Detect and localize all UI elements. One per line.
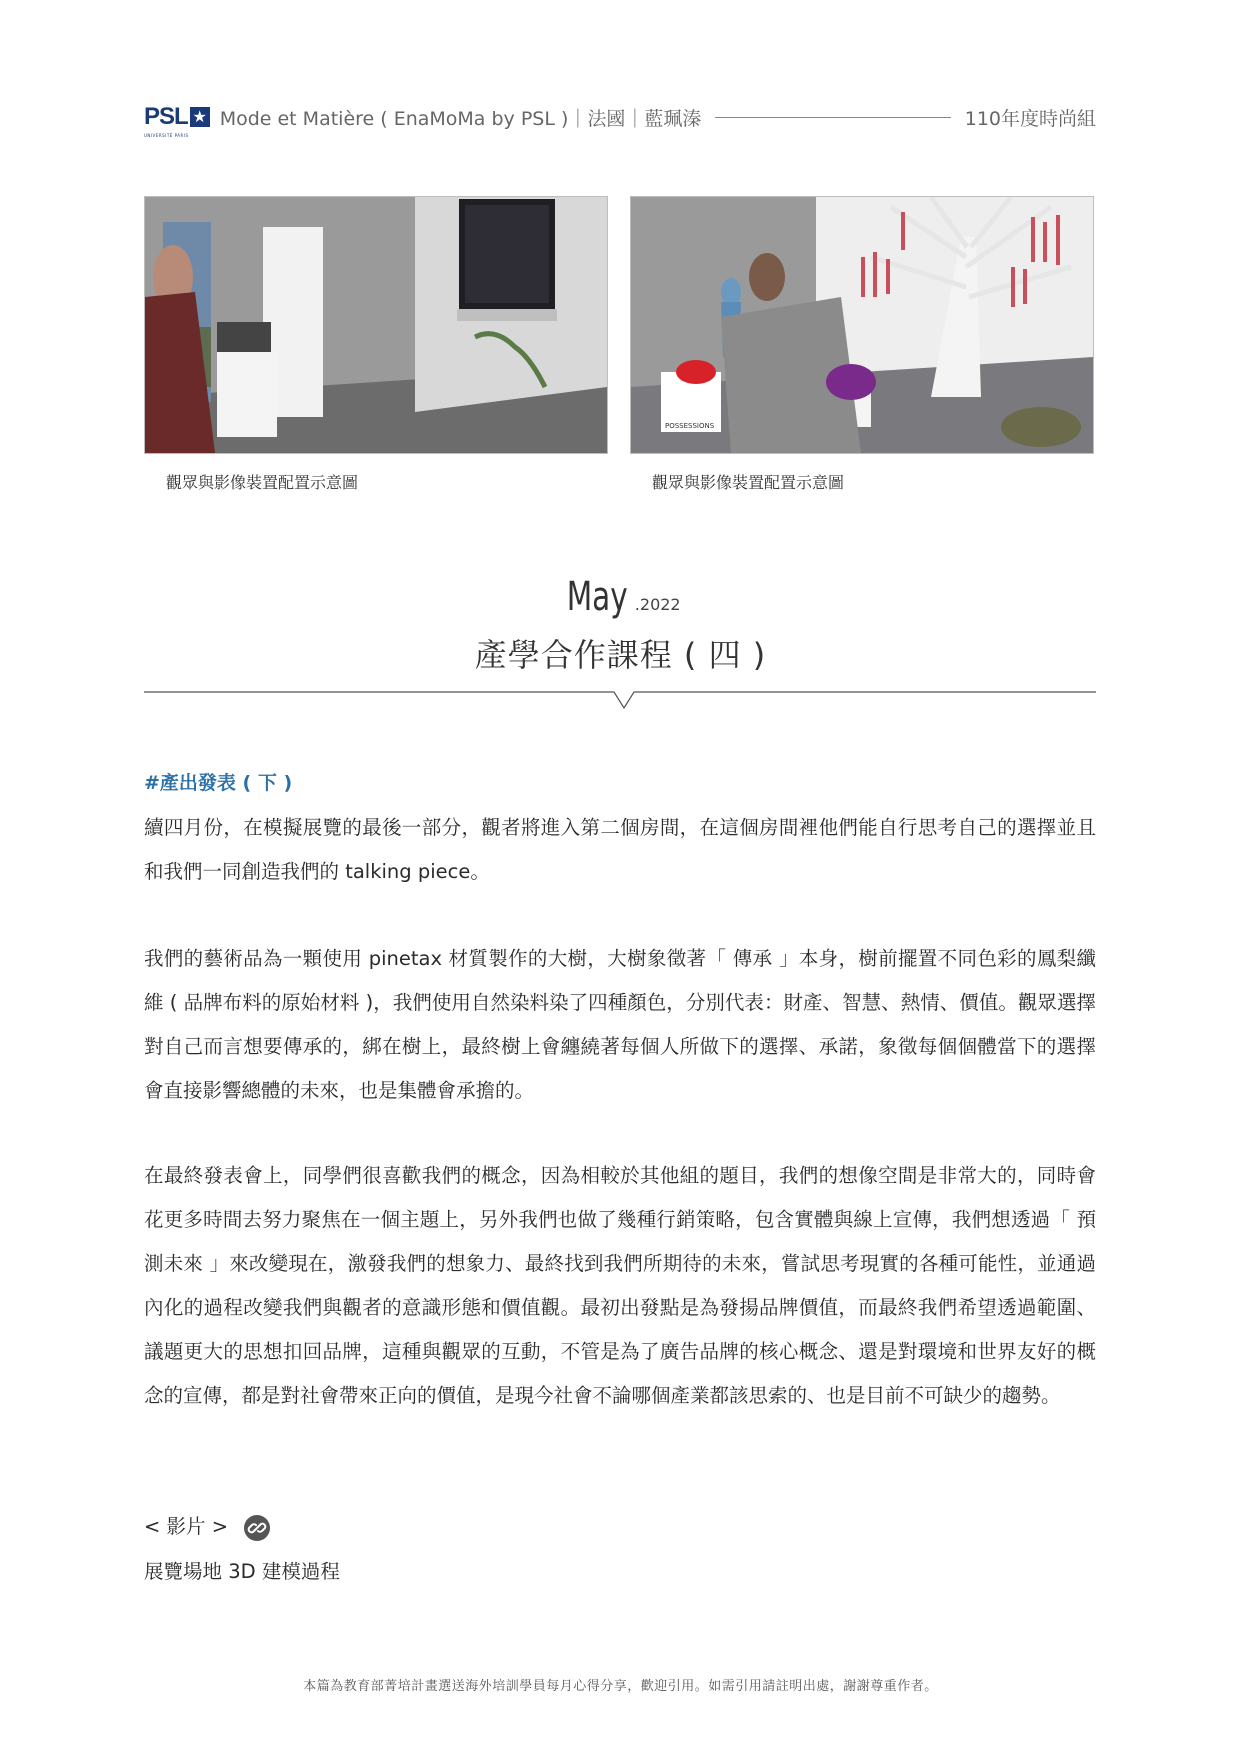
year-label: .2022	[634, 595, 681, 614]
date-heading	[0, 574, 1241, 620]
exhibit-render-image-1	[144, 196, 608, 454]
room-render-illustration	[145, 197, 607, 453]
month-label: May	[567, 574, 629, 620]
exhibit-render-image-2	[630, 196, 1094, 454]
paragraph-1: 續四月份，在模擬展覽的最後一部分，觀者將進入第二個房間，在這個房間裡他們能自行思考自己的選擇並且和我們一同創造我們的 talking piece。	[144, 816, 1096, 883]
video-description: 展覽場地 3D 建模過程	[144, 1560, 340, 1583]
page-title: 產學合作課程 ( 四 )	[474, 636, 767, 674]
video-row	[144, 1510, 270, 1544]
page-header	[144, 100, 1096, 138]
page-footer: 本篇為教育部菁培計畫選送海外培訓學員每月心得分享，歡迎引用。如需引用請註明出處，謝謝尊重作者。	[303, 1679, 938, 1694]
image-2-caption: 觀眾與影像裝置配置示意圖	[652, 473, 845, 492]
paragraph-3: 在最終發表會上，同學們很喜歡我們的概念，因為相較於其他組的題目，我們的想像空間是非常大的，同時會花更多時間去努力聚焦在一個主題上，另外我們也做了幾種行銷策略，包含實體與線上宣傳，我們想透過「 預測未來 」來改變現在，激發我們的想象力、最終找到我們所期待的未來，嘗試思考現實的各種可能性，並通過內化的過程改變我們與觀者的意識形態和價值觀。最初出發點是為發揚品牌價值，而最終我們希望透過範圍、議題更大的思想扣回品牌，這種與觀眾的互動，不管是為了廣告品牌的核心概念、還是對環境和世界友好的概念的宣傳，都是對社會帶來正向的價值，是現今社會不論哪個產業都該思索的、也是目前不可缺少的趨勢。	[144, 1164, 1096, 1407]
paragraph-2: 我們的藝術品為一顆使用 pinetax 材質製作的大樹，大樹象徵著「 傳承 」本身，樹前擺置不同色彩的鳳梨纖維 ( 品牌布料的原始材料 )，我們使用自然染料染了四種顏色，分別代表：財產、智慧、熱情、價值。觀眾選擇對自己而言想要傳承的，綁在樹上，最終樹上會纏繞著每個人所做下的選擇、承諾，象徵每個個體當下的選擇會直接影響總體的未來，也是集體會承擔的。	[144, 947, 1096, 1102]
video-label: < 影片 >	[144, 1515, 229, 1538]
logo-subtext: UNIVERSITÉ PARIS	[144, 133, 189, 138]
star-icon: ★	[190, 107, 210, 127]
title-divider	[144, 688, 1096, 712]
logo-text: PSL	[144, 103, 188, 130]
tree-render-illustration	[631, 197, 1093, 453]
header-title: Mode et Matière ( EnaMoMa by PSL )｜法國｜藍珮溱	[219, 107, 702, 130]
psl-logo	[144, 103, 210, 138]
box-label: POSSESSIONS	[665, 422, 715, 430]
link-icon[interactable]	[244, 1515, 270, 1541]
header-program: 110年度時尚組	[964, 107, 1096, 130]
header-divider	[715, 117, 950, 118]
section-title: #產出發表 ( 下 )	[144, 772, 293, 794]
image-1-caption: 觀眾與影像裝置配置示意圖	[166, 473, 359, 492]
